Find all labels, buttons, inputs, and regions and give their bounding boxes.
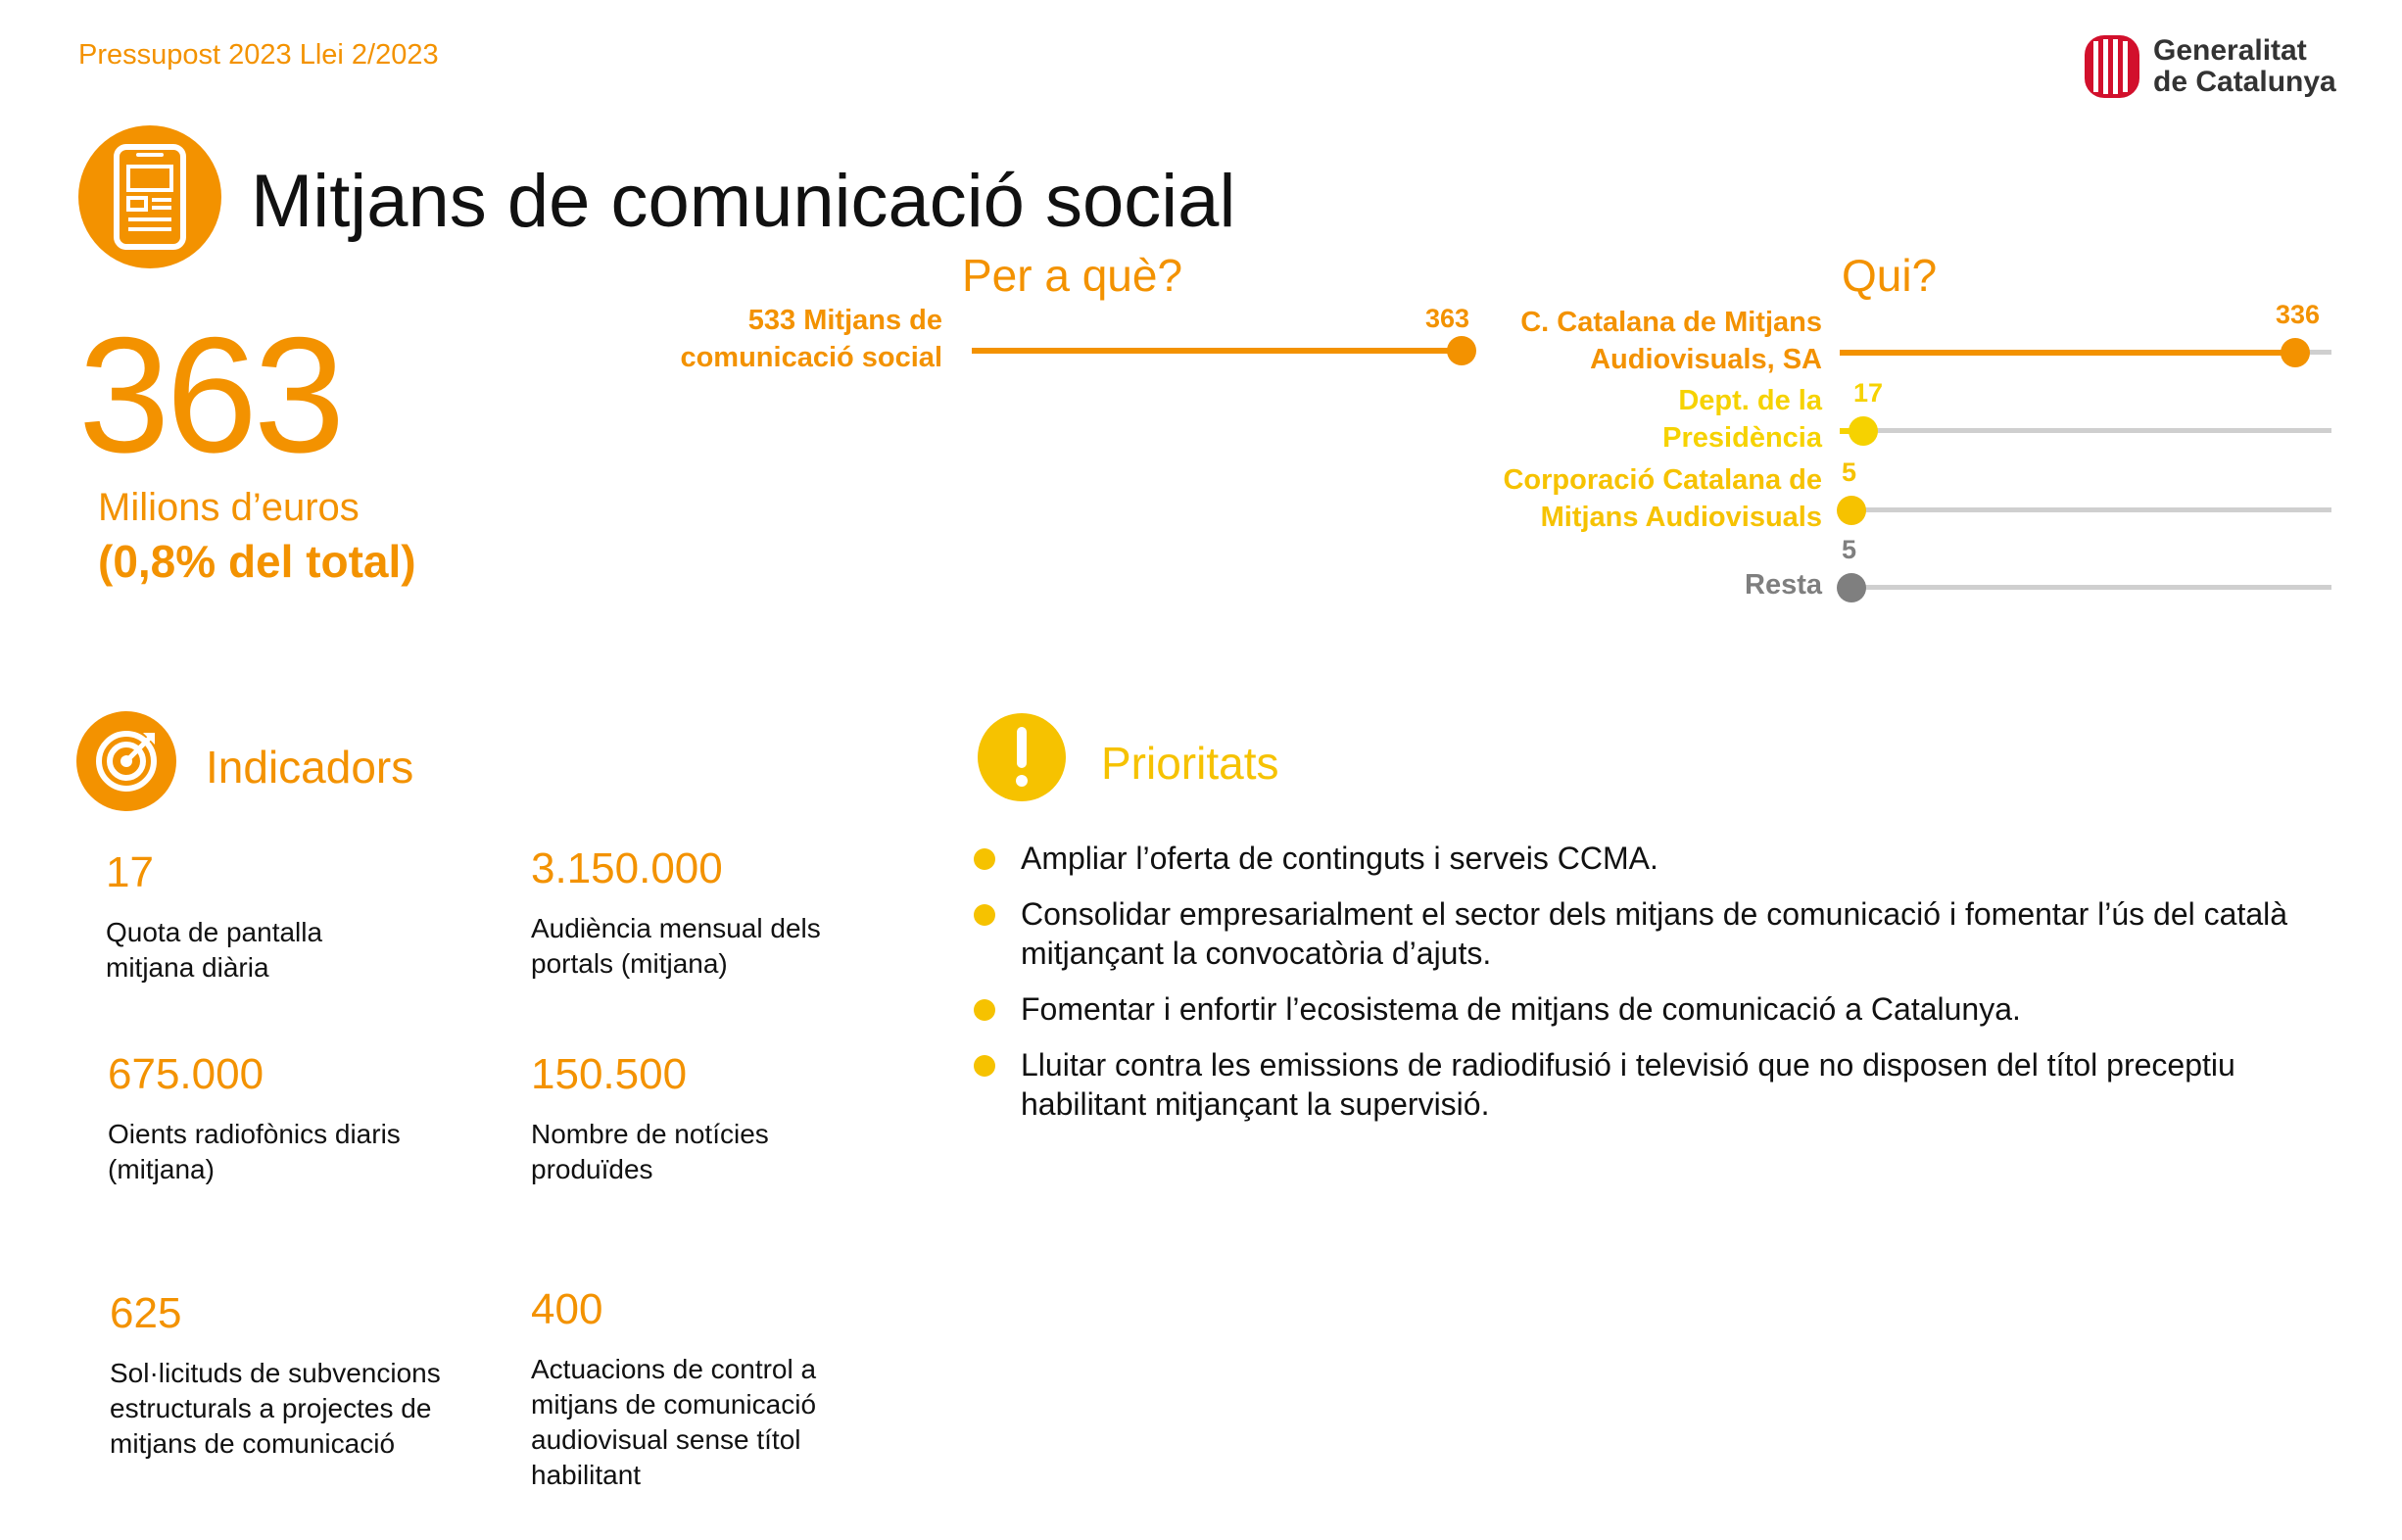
per-a-que-value: 363 xyxy=(1425,304,1470,333)
qui-bar xyxy=(1840,350,2295,356)
kpi-item: 150.500 Nombre de notícies produïdes xyxy=(531,1050,769,1184)
qui-value: 336 xyxy=(2276,300,2321,329)
exclamation-icon xyxy=(978,713,1066,801)
per-a-que-heading: Per a què? xyxy=(962,250,1183,301)
qui-label: Corporació Catalana de Mitjans Audiovisuals xyxy=(1503,464,1822,533)
qui-value: 5 xyxy=(1842,457,1857,487)
target-icon xyxy=(76,711,176,811)
bullet-dot-icon xyxy=(974,1055,995,1077)
prioritats-list xyxy=(970,839,2341,1140)
qui-value: 5 xyxy=(1842,535,1857,564)
qui-label: C. Catalana de Mitjans Audiovisuals, SA xyxy=(1520,307,1822,375)
logo-line-2: de Catalunya xyxy=(2153,66,2336,98)
kpi-item: 17 Quota de pantalla mitjana diària xyxy=(106,848,323,983)
bullet-dot-icon xyxy=(974,999,995,1021)
total-amount: 363 xyxy=(78,303,342,487)
total-unit: Milions d’euros xyxy=(98,486,360,529)
total-share: (0,8% del total) xyxy=(98,536,416,587)
qui-label: Resta xyxy=(1745,569,1822,601)
qui-value: 17 xyxy=(1853,378,1884,408)
list-item: Fomentar i enfortir l’ecosistema de mitjans de comunicació a Catalunya. xyxy=(970,989,2341,1029)
qui-track xyxy=(1840,585,2331,590)
kpi-item: 3.150.000 Audiència mensual dels portals (mitjana) xyxy=(531,844,821,979)
bullet-dot-icon xyxy=(974,904,995,926)
qui-dot xyxy=(1837,496,1866,525)
qui-dot xyxy=(1849,416,1878,446)
qui-dot xyxy=(2281,338,2310,367)
kpi-item: 625 Sol·licituds de subvencions estructurals a projectes de mitjans de comunicació xyxy=(110,1289,441,1459)
per-a-que-label: 533 Mitjans de comunicació social xyxy=(680,305,942,373)
generalitat-logo xyxy=(2085,35,2336,98)
kpi-item: 400 Actuacions de control a mitjans de comunicació audiovisual sense títol habilitant xyxy=(531,1285,817,1490)
logo-line-1: Generalitat xyxy=(2153,34,2307,67)
senyera-icon xyxy=(2085,35,2139,98)
mobile-news-icon xyxy=(78,125,221,268)
qui-heading: Qui? xyxy=(1842,250,1938,301)
qui-dot xyxy=(1837,573,1866,602)
prioritats-heading: Prioritats xyxy=(1101,738,1279,789)
list-item: Lluitar contra les emissions de radiodifusió i televisió que no disposen del títol preceptiu habilitant mitjançant la supervisió. xyxy=(970,1045,2341,1124)
page-title: Mitjans de comunicació social xyxy=(251,160,1236,243)
qui-track xyxy=(1840,428,2331,433)
qui-label: Dept. de la Presidència xyxy=(1662,385,1822,454)
list-item: Consolidar empresarialment el sector dels mitjans de comunicació i fomentar l’ús del català mitjançant la convocatòria d’ajuts. xyxy=(970,894,2341,973)
indicadors-heading: Indicadors xyxy=(206,742,414,793)
header-tag: Pressupost 2023 Llei 2/2023 xyxy=(78,39,439,71)
bullet-dot-icon xyxy=(974,848,995,870)
list-item: Ampliar l’oferta de continguts i serveis CCMA. xyxy=(970,839,2341,878)
kpi-item: 675.000 Oients radiofònics diaris (mitjana) xyxy=(108,1050,401,1184)
qui-track xyxy=(1840,507,2331,512)
